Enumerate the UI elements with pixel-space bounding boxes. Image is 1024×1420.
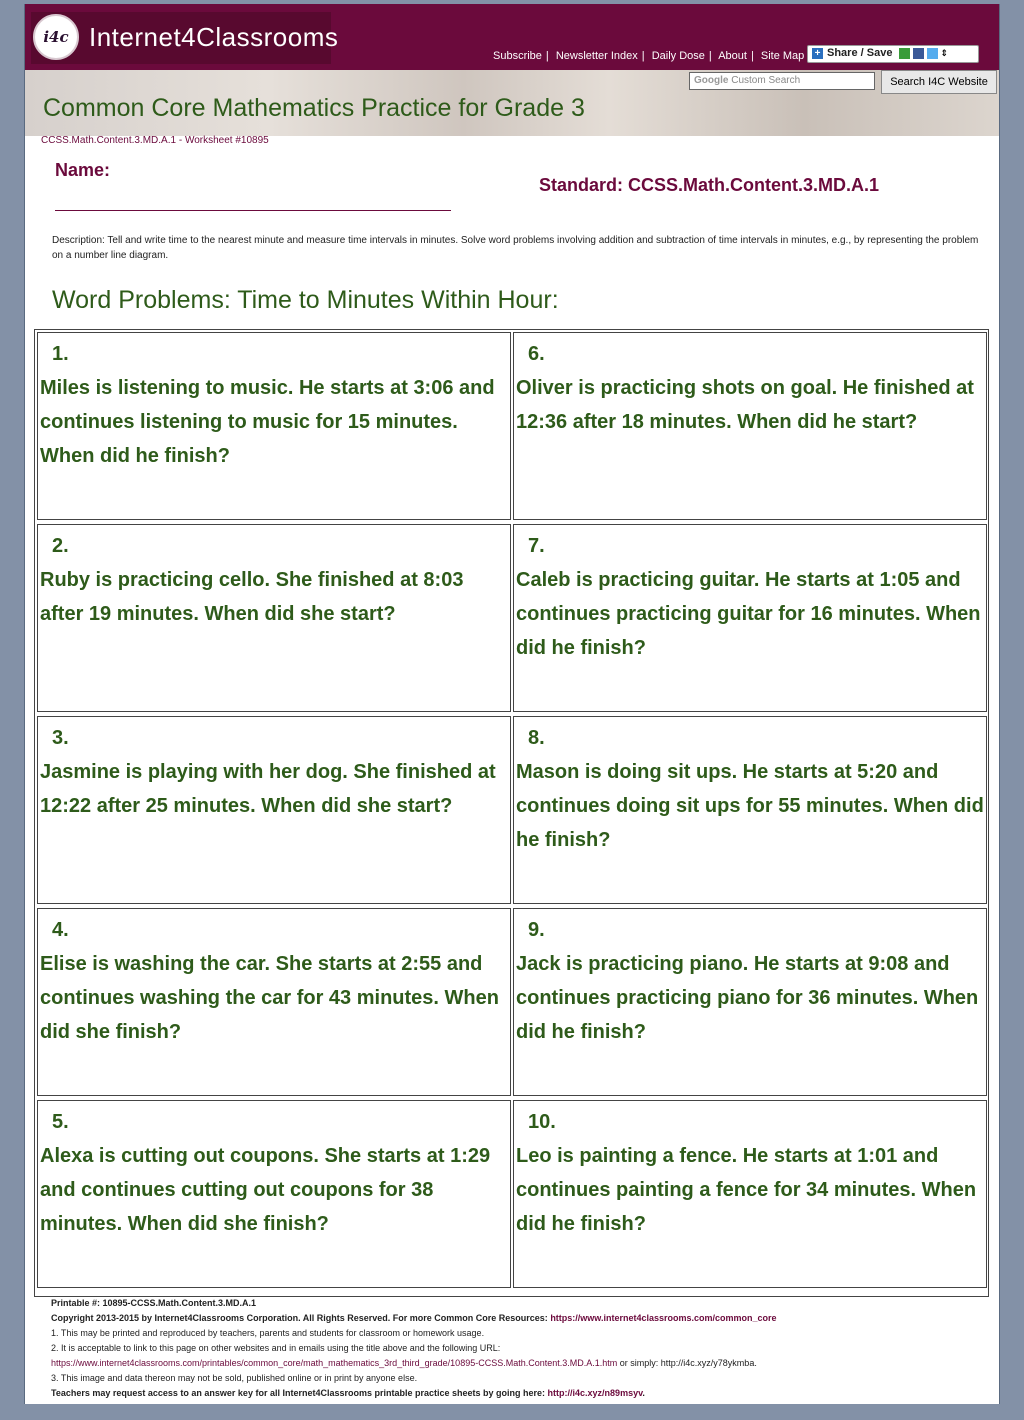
problem-number: 6. [528, 343, 545, 365]
problem-text: Alexa is cutting out coupons. She starts at 1:29 and continues cutting out coupons for 38 minutes. When did she finish? [40, 1145, 491, 1235]
short-url-link[interactable]: http://i4c.xyz/y78ykmba [660, 1358, 755, 1368]
nav-subscribe[interactable]: Subscribe [493, 50, 542, 62]
problems-grid [34, 329, 989, 1297]
usage-note-2: 2. It is acceptable to link to this page on other websites and in emails using the title above and the following URL: [51, 1343, 501, 1353]
problem-cell [513, 716, 987, 904]
usage-urls: https://www.internet4classrooms.com/printables/common_core/math_mathematics_3rd_third_grade/10895-CCSS.Math.Content.3.MD.A.1.htm or simply: http://i4c.xyz/y78ykmba. [51, 1358, 757, 1368]
site-header [25, 4, 999, 70]
problem-number: 4. [52, 919, 69, 941]
worksheet-page [24, 4, 1000, 1404]
section-title: Word Problems: Time to Minutes Within Hour: [52, 286, 559, 314]
printable-number: Printable #: 10895-CCSS.Math.Content.3.MD.A.1 [51, 1298, 257, 1308]
problem-number: 8. [528, 727, 545, 749]
share-label: Share / Save [827, 47, 893, 59]
problem-number: 5. [52, 1111, 69, 1133]
problem-cell [37, 332, 511, 520]
standard-label: Standard: CCSS.Math.Content.3.MD.A.1 [539, 175, 880, 195]
answer-key-link[interactable]: http://i4c.xyz/n89msyv [547, 1388, 643, 1398]
footer [51, 1296, 981, 1401]
top-nav: Subscribe | Newsletter Index | Daily Dose | About | Site Map [493, 50, 805, 62]
problem-text: Ruby is practicing cello. She finished at 8:03 after 19 minutes. When did she start? [40, 569, 464, 625]
name-label: Name: [55, 160, 111, 180]
email-share-icon [899, 48, 910, 59]
problem-text: Miles is listening to music. He starts at 3:06 and continues listening to music for 15 minutes. When did he finish? [40, 377, 495, 467]
nav-site-map[interactable]: Site Map [760, 50, 805, 62]
i4c-logo-icon: i4c [33, 14, 79, 60]
copyright [51, 1311, 981, 1326]
problem-text: Leo is painting a fence. He starts at 1:01 and continues painting a fence for 34 minutes. When did he finish? [516, 1145, 977, 1235]
problem-cell [513, 524, 987, 712]
answer-key-text: Teachers may request access to an answer key for all Internet4Classrooms printable practice sheets by going here: [51, 1388, 546, 1398]
brand-name: Internet4Classrooms [89, 22, 339, 52]
site-logo[interactable] [31, 12, 339, 64]
problem-cell [37, 716, 511, 904]
name-line [55, 210, 451, 211]
problem-number: 2. [52, 535, 69, 557]
problem-text: Oliver is practicing shots on goal. He finished at 12:36 after 18 minutes. When did he start? [516, 377, 974, 433]
nav-about[interactable]: About [718, 50, 747, 62]
url-or-text: or simply: [617, 1358, 661, 1368]
description: Description: Tell and write time to the nearest minute and measure time intervals in minutes. Solve word problems involving addition and subtraction of time intervals in minutes, e.g., by representing the problem on a number line diagram. [52, 235, 979, 261]
common-core-link[interactable]: https://www.internet4classrooms.com/common_core [550, 1313, 777, 1323]
problem-number: 7. [528, 535, 545, 557]
usage-note-3: 3. This image and data thereon may not be sold, published online or in print by anyone else. [51, 1373, 418, 1383]
problem-cell [513, 908, 987, 1096]
problem-number: 3. [52, 727, 69, 749]
problem-cell [37, 908, 511, 1096]
nav-newsletter-index[interactable]: Newsletter Index [555, 50, 638, 62]
search-button[interactable]: Search I4C Website [881, 70, 997, 94]
problem-number: 10. [528, 1111, 556, 1133]
problem-text: Jack is practicing piano. He starts at 9:08 and continues practicing piano for 36 minutes. When did he finish? [516, 953, 979, 1043]
problem-cell [513, 1100, 987, 1288]
google-logo-icon: Google [694, 75, 729, 86]
problem-text: Mason is doing sit ups. He starts at 5:20 and continues doing sit ups for 55 minutes. When did he finish? [516, 761, 984, 851]
problem-cell [37, 524, 511, 712]
dropdown-arrows-icon: ⇕ [941, 48, 952, 59]
problem-number: 9. [528, 919, 545, 941]
problem-text: Caleb is practicing guitar. He starts at 1:05 and continues practicing guitar for 16 minutes. When did he finish? [516, 569, 981, 659]
facebook-icon [913, 48, 924, 59]
copyright-text: Copyright 2013-2015 by Internet4Classrooms Corporation. All Rights Reserved. For more Common Core Resources: [51, 1313, 548, 1323]
twitter-icon [927, 48, 938, 59]
problem-text: Elise is washing the car. She starts at 2:55 and continues washing the car for 43 minutes. When did she finish? [40, 953, 499, 1043]
answer-key-note: Teachers may request access to an answer key for all Internet4Classrooms printable practice sheets by going here: http://i4c.xyz/n89msyv. [51, 1388, 645, 1398]
search-placeholder: Custom Search [731, 75, 801, 86]
search-input[interactable] [689, 72, 875, 90]
problem-cell [37, 1100, 511, 1288]
problem-text: Jasmine is playing with her dog. She finished at 12:22 after 25 minutes. When did she start? [40, 761, 496, 817]
usage-note-1: 1. This may be printed and reproduced by teachers, parents and students for classroom or homework usage. [51, 1328, 485, 1338]
page-title: Common Core Mathematics Practice for Grade 3 [43, 94, 585, 122]
long-url-link[interactable]: https://www.internet4classrooms.com/printables/common_core/math_mathematics_3rd_third_grade/10895-CCSS.Math.Content.3.MD.A.1.htm [51, 1358, 618, 1368]
problem-cell [513, 332, 987, 520]
share-plus-icon: + [812, 48, 823, 59]
breadcrumb[interactable]: CCSS.Math.Content.3.MD.A.1 - Worksheet #10895 [41, 135, 269, 146]
nav-daily-dose[interactable]: Daily Dose [651, 50, 705, 62]
problem-number: 1. [52, 343, 69, 365]
share-save-button[interactable] [807, 45, 979, 63]
